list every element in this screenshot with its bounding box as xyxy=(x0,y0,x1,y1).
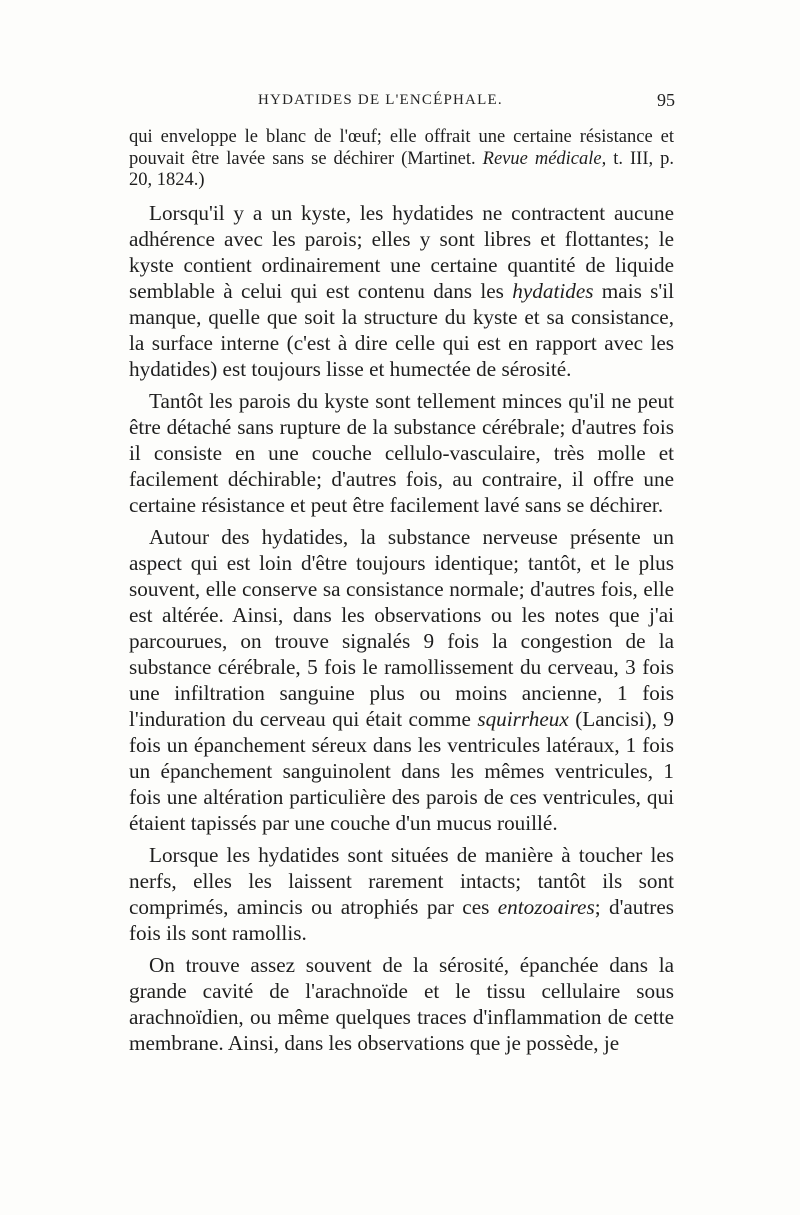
text-run: (Lancisi), 9 fois un épanchement séreux dans les ventricules latéraux, 1 fois un épanchement sanguinolent dans les mêmes ventricules, 1 fois une altération particulière des parois de ces ventricules, qui étaient tapissés par une couche d'un mucus rouillé. xyxy=(129,706,674,835)
text-run: mais s'il manque, quelle que soit la structure du kyste et sa consistance, la surface interne (c'est à dire celle qui est en rapport avec les hydatides) est toujours lisse et humectée de sérosité. xyxy=(129,278,675,381)
text-run: qui enveloppe le blanc de l'œuf; elle offrait une certaine résistance et pouvait être lavée sans se déchirer (Martinet. xyxy=(129,127,674,169)
text-run: Lorsque les hydatides sont situées de manière à toucher les nerfs, elles les laissent rarement intacts; tantôt ils sont comprimés, amincis ou atrophiés par ces xyxy=(129,842,674,919)
paragraph xyxy=(129,200,674,382)
paragraph xyxy=(129,127,674,192)
text-run: Tantôt les parois du kyste sont tellement minces qu'il ne peut être détaché sans rupture de la substance cérébrale; d'autres fois il consiste en une couche cellulo-vasculaire, très molle et facilement déchirable; d'autres fois, au contraire, il offre une certaine résistance et peut être facilement lavé sans se déchirer. xyxy=(129,388,674,517)
italic-text: hydatides xyxy=(512,278,594,303)
page-header xyxy=(130,90,675,120)
paragraph xyxy=(129,388,674,518)
text-run: On trouve assez souvent de la sérosité, épanchée dans la grande cavité de l'arachnoïde et le tissu cellulaire sous arachnoïdien, ou même quelques traces d'inflammation de cette membrane. Ainsi, dans les observations que je possède, je xyxy=(129,952,674,1055)
body-text xyxy=(129,127,674,1056)
running-head: HYDATIDES DE L'ENCÉPHALE. xyxy=(258,92,503,108)
text-run: Lorsqu'il y a un kyste, les hydatides ne contractent aucune adhérence avec les parois; elles y sont libres et flottantes; le kyste contient ordinairement une certaine quantité de liquide semblable à celui qui est contenu dans les xyxy=(129,200,674,303)
italic-text: squirrheux xyxy=(477,706,569,731)
text-run: Autour des hydatides, la substance nerveuse présente un aspect qui est loin d'être toujours identique; tantôt, et le plus souvent, elle conserve sa consistance normale; d'autres fois, elle est altérée. Ainsi, dans les observations ou les notes que j'ai parcourues, on trouve signalés 9 fois la congestion de la substance cérébrale, 5 fois le ramollissement du cerveau, 3 fois une infiltration sanguine plus ou moins ancienne, 1 fois l'induration du cerveau qui était comme xyxy=(129,524,674,731)
paragraph xyxy=(129,524,674,836)
text-run: , t. III, p. 20, 1824.) xyxy=(129,148,674,190)
italic-text: entozoaires xyxy=(497,894,595,919)
page-number: 95 xyxy=(657,90,675,110)
text-run: ; d'autres fois ils sont ramollis. xyxy=(129,894,674,945)
italic-text: Revue médicale xyxy=(482,148,602,169)
paragraph xyxy=(129,842,674,946)
paragraph xyxy=(129,952,674,1056)
